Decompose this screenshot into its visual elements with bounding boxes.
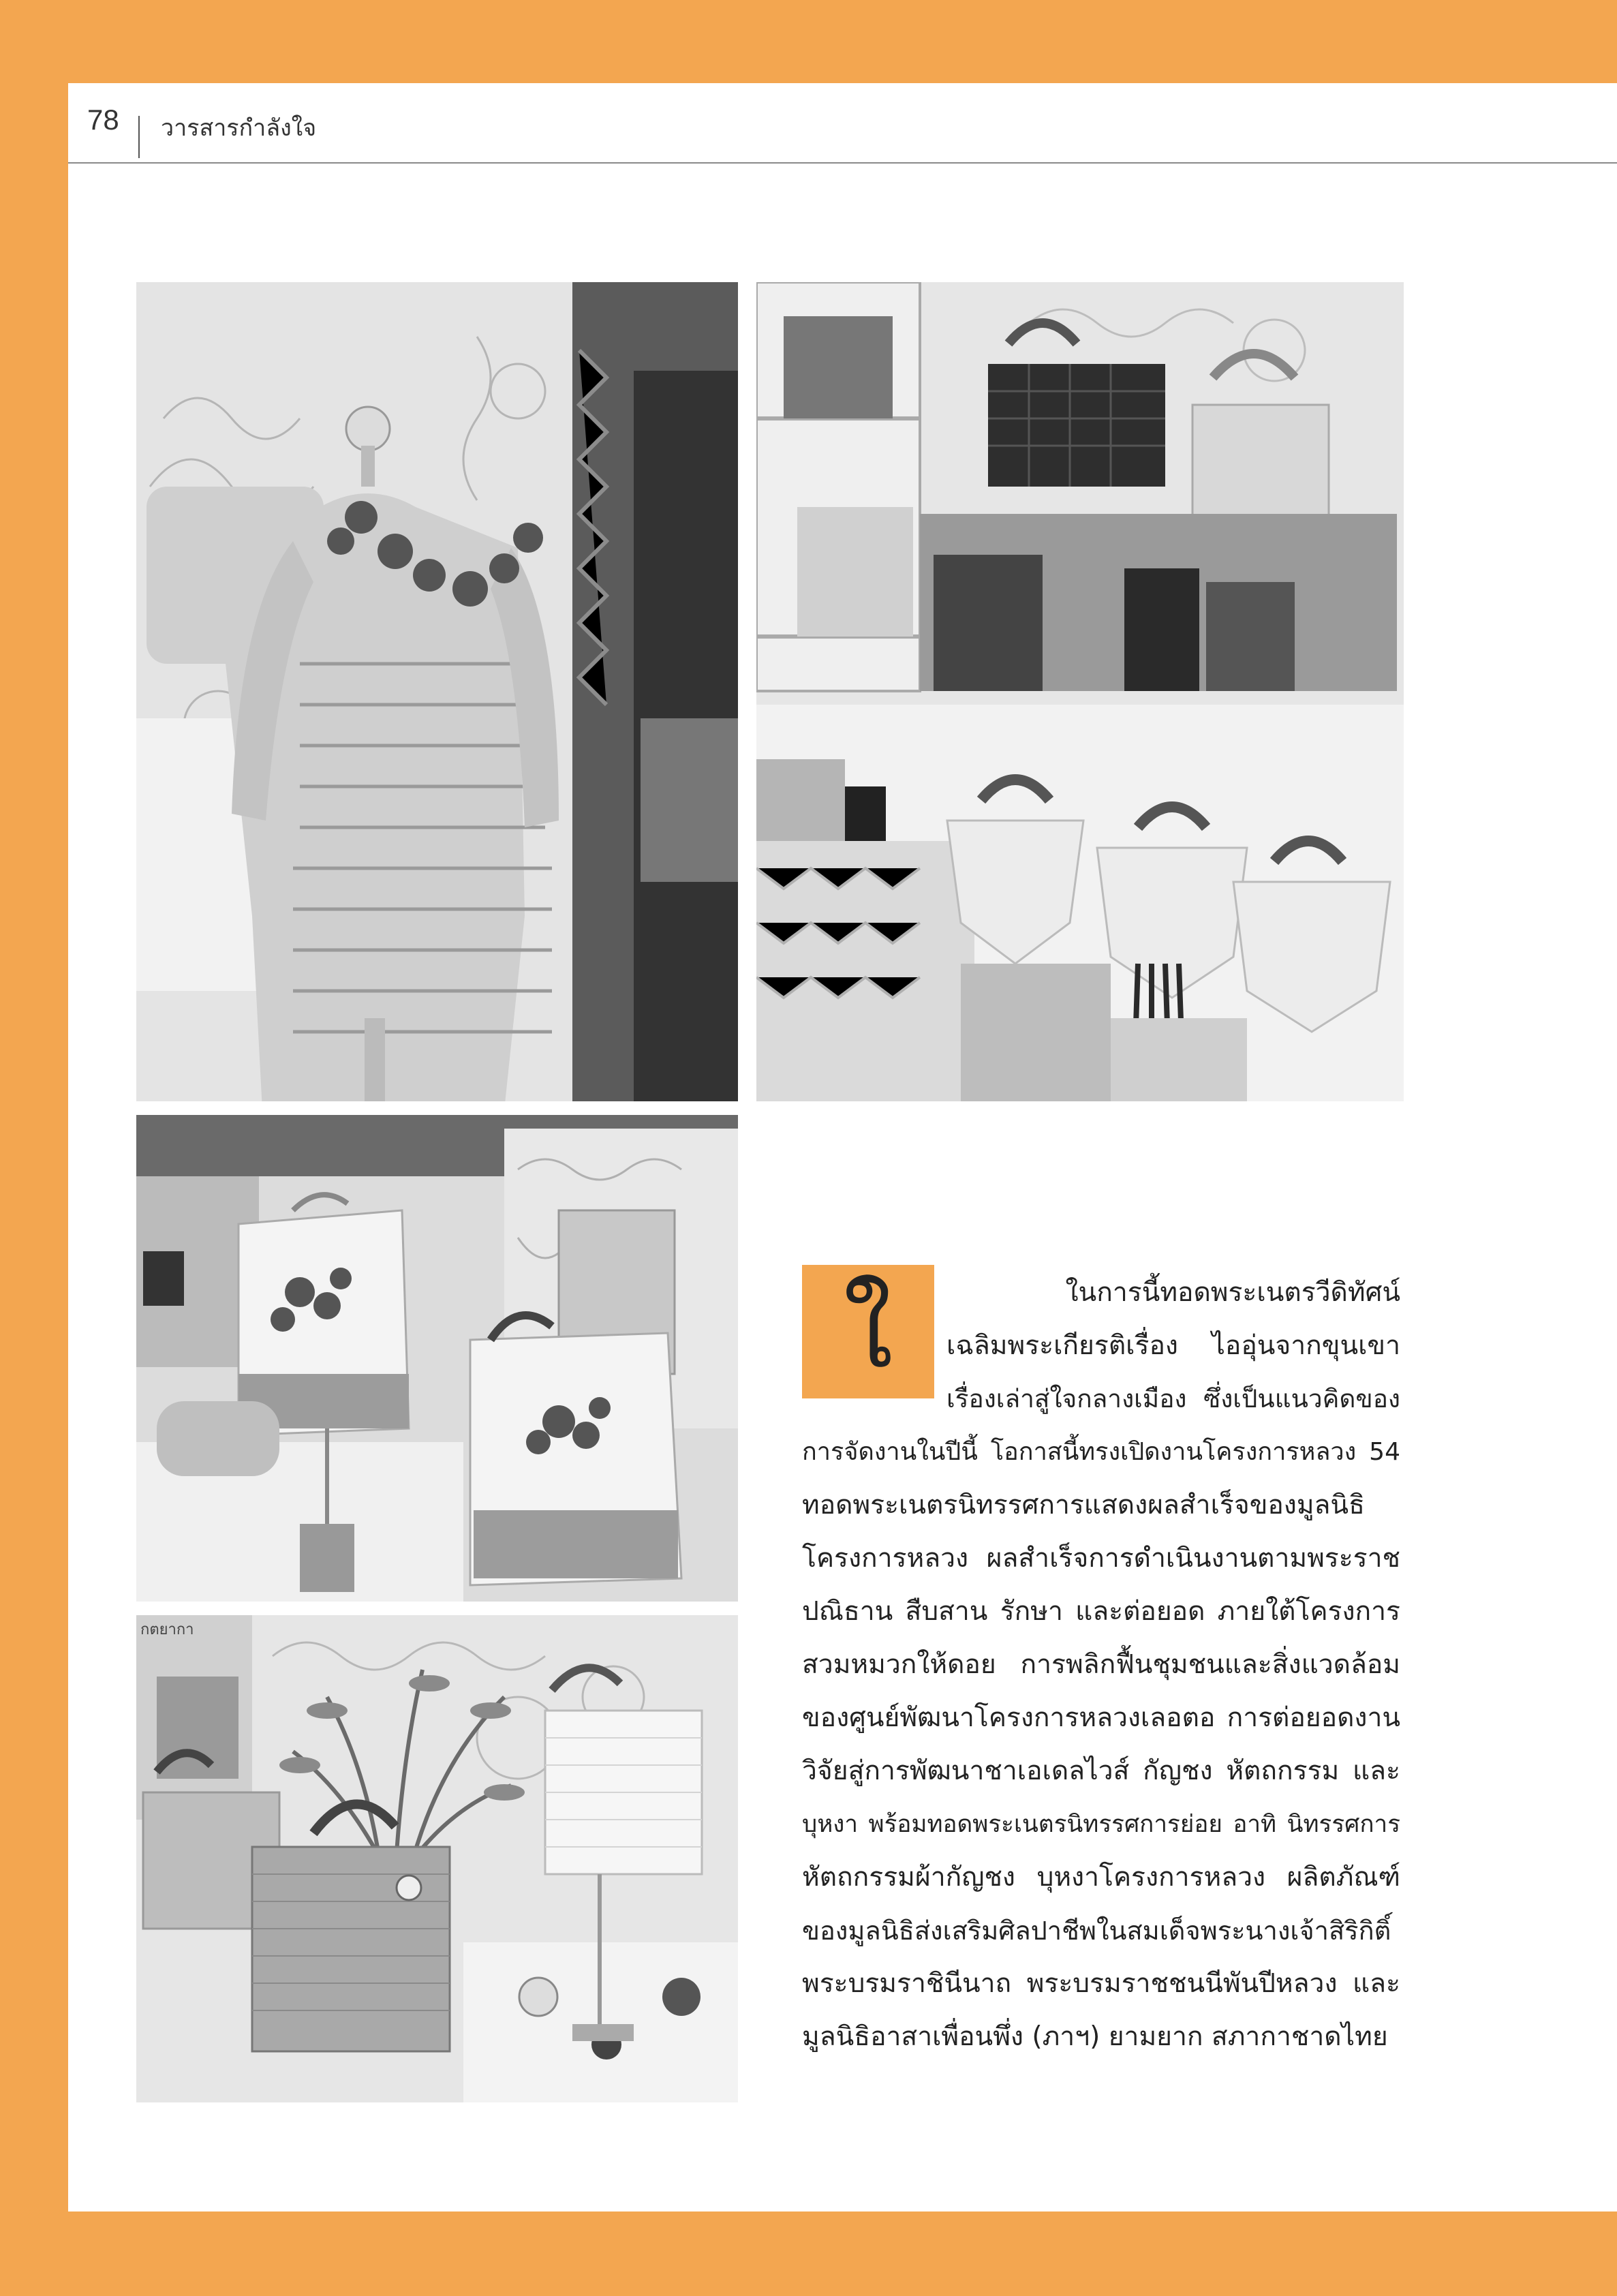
article-line-8: สวมหมวกให้ดอย การพลิกฟื้นชุมชนและสิ่งแวดล้อม (802, 1649, 1400, 1680)
article-body (802, 1266, 1400, 2064)
article-line-5: ทอดพระเนตรนิทรรศการแสดงผลสำเร็จของมูลนิธิ (802, 1490, 1365, 1520)
article-line-3: เรื่องเล่าสู่ใจกลางเมือง ซึ่งเป็นแนวคิดของ (946, 1384, 1400, 1413)
article-line-4: การจัดงานในปีนี้ โอกาสนี้ทรงเปิดงานโครงการหลวง 54 (802, 1438, 1400, 1466)
article-line-11: บุหงา พร้อมทอดพระเนตรนิทรรศการย่อย อาทิ นิทรรศการ (802, 1811, 1400, 1838)
article-line-12: หัตถกรรมผ้ากัญชง บุหงาโครงการหลวง ผลิตภัณฑ์ (802, 1862, 1400, 1893)
header-divider (138, 116, 140, 158)
article-line-9: ของศูนย์พัฒนาโครงการหลวงเลอตอ การต่อยอดงาน (802, 1702, 1400, 1733)
article-line-6: โครงการหลวง ผลสำเร็จการดำเนินงานตามพระราช (802, 1543, 1400, 1574)
article-line-1: ในการนี้ทอดพระเนตรวีดิทัศน์ (1065, 1277, 1400, 1308)
page-number: 78 (87, 104, 119, 136)
photo-sign-text: กตยากา (140, 1621, 194, 1638)
drop-cap: ใ (802, 1265, 934, 1398)
article-line-15: มูลนิธิอาสาเพื่อนพึ่ง (ภาฯ) ยามยาก สภากาชาดไทย (802, 2021, 1388, 2052)
embroidered-bags-photo (136, 1115, 738, 1602)
article-line-7: ปณิธาน สืบสาน รักษา และต่อยอด ภายใต้โครงการ (802, 1596, 1400, 1627)
article-line-10: วิจัยสู่การพัฒนาชาเอเดลไวส์ กัญชง หัตถกรรม และ (802, 1756, 1400, 1786)
article-line-2: เฉลิมพระเกียรติเรื่อง ไออุ่นจากขุนเขา (946, 1330, 1400, 1361)
article-line-13: ของมูลนิธิส่งเสริมศิลปาชีพในสมเด็จพระนางเจ้าสิริกิติ์ (802, 1916, 1391, 1946)
article-line-14: พระบรมราชินีนาถ พระบรมราชชนนีพันปีหลวง และ (802, 1968, 1400, 1999)
journal-title: วารสารกำลังใจ (161, 114, 317, 142)
header-rule (68, 162, 1617, 164)
mannequin-dress-photo (136, 282, 738, 1101)
handbag-shelves-photo (756, 282, 1404, 1101)
woven-bags-plant-photo (136, 1615, 738, 2102)
